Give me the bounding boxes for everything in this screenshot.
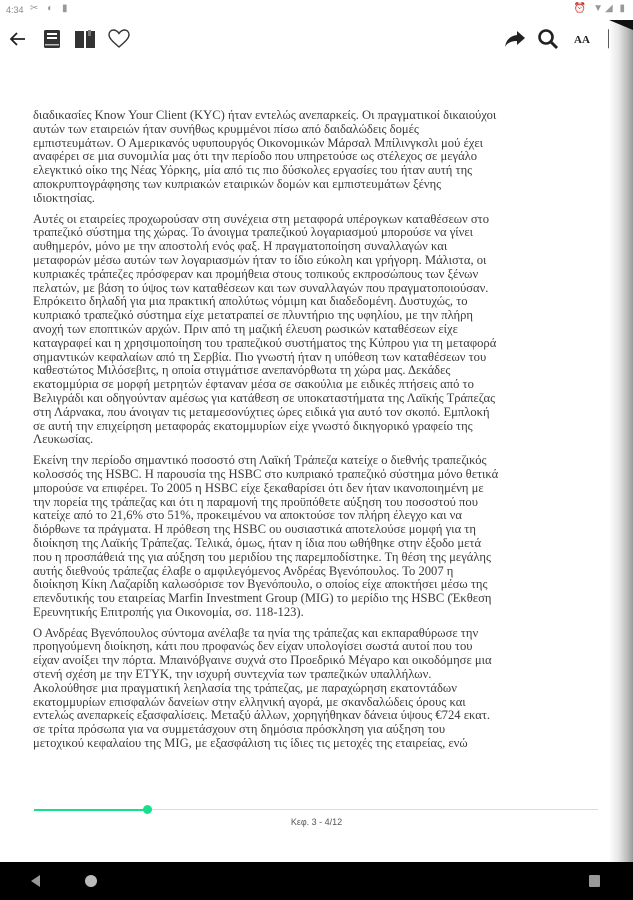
text-line: εκατομμυρίων επισφαλών δανείων στην ελληνική αγορά, με σκανδαλώδεις όρους και [33, 694, 466, 709]
bookshelf-button[interactable] [72, 26, 98, 52]
text-line: στενή σχέση με την ΕΤΥΚ, την ισχυρή συντεχνία των τραπεζικών υπαλλήλων. [33, 667, 432, 682]
text-line: διαδικασίες Know Your Client (KYC) ήταν εντελώς ανεπαρκείς. Οι πραγματικοί δικαιούχοι [33, 108, 497, 122]
text-line: σε τρίτα πρόσωπα για να συμμετάσχουν στη δημόσια πρόσκληση για αύξηση του [33, 722, 446, 737]
font-size-icon [574, 30, 590, 48]
circle-home-icon [84, 874, 98, 888]
table-of-contents-button[interactable] [40, 26, 64, 52]
text-line: διοίκηση της Λαϊκής Τράπεζας. Τελικά, όμως, ήταν η ίδια που ωθήθηκε στην έξοδο μετά [33, 535, 482, 550]
text-line: αναφέρει σε μια συνομιλία μας ότι την περίοδο που υπηρετούσε ως στέλεχος σε μεγάλο [33, 149, 478, 164]
square-recents-icon [588, 874, 602, 888]
text-line: την πορεία της τράπεζας και ότι η παραμονή της προϋπόθετε αύξηση του ποσοστού που [33, 494, 478, 509]
font-size-button[interactable] [568, 26, 596, 52]
text-line: μετοχικού κεφαλαίου της MIG, με εξασφάλιση τις ίδιες τις μετοχές της εταιρείας, ενώ [33, 736, 468, 751]
text-line: κολοσσός της HSBC. Η παρουσία της HSBC στο κυπριακό τραπεζικό σύστημα μόνο θετικά [33, 466, 499, 481]
text-line: Ο Ανδρέας Βγενόπουλος σύντομα ανέλαβε τα ηνία της τράπεζας και εκπαραθύρωσε την [33, 625, 479, 640]
text-line: αυθημερόν, μόνο με την αποστολή ενός φαξ. Η πραγματοποίηση συναλλαγών και [33, 239, 448, 254]
text-line: στη Λάρνακα, που άνοιγαν τις μεταμεσονύχτιες ώρες ειδικά για αυτό τον σκοπό. Εμπλοκή [33, 404, 490, 419]
text-line: ανοχή των εποπτικών αρχών. Πριν από τη μαζική έλευση ρωσικών καταθέσεων είχε [33, 321, 458, 336]
page-curl-edge[interactable] [609, 20, 633, 862]
search-button[interactable] [535, 26, 561, 52]
paragraph [33, 627, 585, 751]
text-line: κατείχε από το 21,6% στο 51%, προκειμένου να αποκτούσε τον πλήρη έλεγχο και να [33, 508, 462, 523]
text-line: αποκρυπτογράφησης των κυπριακών εταιρικών δομών και εμπιστευμάτων ξένης [33, 176, 442, 191]
system-status-icons: ⏰ ▼◢ ▮ [573, 3, 627, 14]
text-line: Εκείνη την περίοδο σημαντικό ποσοστό στη Λαϊκή Τράπεζα κατείχε ο διεθνής τραπεζικός [33, 453, 487, 468]
text-line: αυτών των εταιρειών ήταν συνήθως κρυμμένοι πίσω από δαιδαλώδεις δομές [33, 121, 419, 136]
nav-back-button[interactable] [29, 874, 41, 893]
text-line: εκατομμύρια σε μορφή μετρητών έφταναν μέσα σε σακούλια με ειδικές πτήσεις από το [33, 377, 474, 392]
text-line: μπορούσε να επιφέρει. Το 2005 η HSBC είχε ξεκαθαρίσει ότι δεν ήταν ικανοποιημένη με [33, 480, 484, 495]
book-page-text [33, 109, 585, 758]
text-line: επενδυτικής του εταιρείας Marfin Investment Group (MIG) το μερίδιο της HSBC (Έκθεση [33, 591, 492, 606]
heart-icon [108, 29, 130, 49]
paragraph [33, 213, 585, 448]
text-line: που η προσπάθειά της για αύξηση του μεριδίου της παρεμποδίστηκε. Τη θέση της μεγάλης [33, 549, 491, 564]
nav-recents-button[interactable] [588, 874, 602, 893]
status-time: 4:34 [6, 5, 24, 15]
favorite-button[interactable] [106, 26, 132, 52]
text-line: Βελιγράδι και οδηγούνταν αμέσως για κατάθεση σε υποκαταστήματα της Λαϊκής Τράπεζας [33, 390, 496, 405]
text-line: είχαν ανοίξει την πόρτα. Μπαινόβγαινε συχνά στο Προεδρικό Μέγαρο και οικοδόμησε μια [33, 653, 492, 668]
text-line: Ερευνητικής Επιτροπής για Οικονομία, σσ. 118-123). [33, 604, 304, 619]
text-line: εντελώς ανεπαρκείς εξασφαλίσεις. Μεταξύ άλλων, χορηγήθηκαν δάνεια ύψους €724 εκατ. [33, 708, 491, 723]
text-line: σε αυτή την επιχείρηση μεταφοράς εκατομμυρίων είχε γνωστό δικηγορικό γραφείο της [33, 418, 473, 433]
text-line: Επρόκειτο δηλαδή για μια πρακτική απολύτως νόμιμη και διαδεδομένη. Δυστυχώς, το [33, 294, 468, 309]
library-icon [74, 29, 96, 49]
text-line: Ακολούθησε μια πραγματική λεηλασία της τράπεζας, με παραχώρηση εκατοντάδων [33, 680, 457, 695]
paragraph [33, 454, 585, 620]
slider-fill [34, 809, 147, 811]
text-line: μεταφορών μέσω αυτών των λογαριασμών ήταν το ίδιο εύκολη και γρήγορη. Μάλιστα, οι [33, 252, 487, 267]
text-line: Αυτές οι εταιρείες προχωρούσαν στη συνέχεια στη μεταφορά υπέρογκων καταθέσεων στο [33, 211, 490, 226]
arrow-left-icon [9, 30, 27, 48]
text-line: ελεγκτικό οίκο της Νέας Υόρκης, μία από τις πιο δύσκολες εργασίες του ήταν αυτή της [33, 163, 473, 178]
text-line: διοίκηση Κίκη Λαζαρίδη καλωσόρισε τον Βγενόπουλο, ο οποίος είχε αποκτήσει μέσω της [33, 577, 488, 592]
text-line: σημαντικών κεφαλαίων από τη Σερβία. Πιο γνωστή ήταν η υπόθεση των καταθέσεων του [33, 349, 487, 364]
text-line: κυπριακό τραπεζικό σύστημα είχε μετατραπεί σε πλυντήριο της υφηλίου, με την πλήρη [33, 308, 474, 323]
notification-icons: ✂ ◐ ▮ [30, 3, 71, 14]
paragraph [33, 109, 585, 206]
text-line: πελατών, με βάση το ύψος των καταθέσεων και των συναλλαγών που πραγματοποιούσαν. [33, 280, 489, 295]
text-line: αυτής διεθνούς τράπεζας έλαβε ο αμφιλεγόμενος Ανδρέας Βγενόπουλος. Το 2007 η [33, 563, 454, 578]
text-line: προηγούμενη διοίκηση, κάτι που προφανώς δεν είχαν υπολογίσει σωστά αυτοί που του [33, 639, 473, 654]
text-line: καταγραφεί και η χρησιμοποίηση του τραπεζικού συστήματος της Κύπρου για τη μεταφορά [33, 335, 497, 350]
text-line: εμπιστευμάτων. Ο Αμερικανός υφυπουργός Οικονομικών Μάρσαλ Μπίλινγκσλι μού έχει [33, 135, 484, 150]
nav-home-button[interactable] [84, 874, 98, 893]
text-line: τραπεζικό σύστημα της χώρας. Το άνοιγμα τραπεζικού λογαριασμού μπορούσε να γίνει [33, 225, 474, 240]
system-nav-bar [0, 862, 633, 900]
share-arrow-icon [504, 30, 526, 48]
text-line: κυπριακές τράπεζες πρόσφεραν και προμήθεια στους τοπικούς εκπροσώπους των ξένων [33, 266, 479, 281]
book-icon [43, 29, 61, 49]
page-indicator: Κεφ. 3 - 4/12 [290, 817, 343, 827]
reader-toolbar [0, 20, 610, 60]
text-line: διόρθωνε τα πράγματα. Η πρόθεση της HSBC ου ουσιαστικά αποτελούσε μομφή για τη [33, 522, 476, 537]
share-button[interactable] [502, 26, 528, 52]
slider-thumb[interactable] [143, 805, 152, 814]
text-line: Λευκωσίας. [33, 432, 94, 447]
search-icon [537, 28, 559, 50]
back-button[interactable] [6, 26, 30, 52]
font-size-label: AA [574, 34, 590, 46]
text-line: ιδιοκτησίας. [33, 190, 95, 205]
reading-progress-slider[interactable] [34, 805, 598, 815]
status-bar [0, 0, 633, 20]
triangle-back-icon [29, 874, 41, 888]
text-line: καθεστώτος Μιλόσεβιτς, η οποία στιγμάτισε ανεπανόρθωτα τη χώρα μας. Δεκάδες [33, 363, 451, 378]
